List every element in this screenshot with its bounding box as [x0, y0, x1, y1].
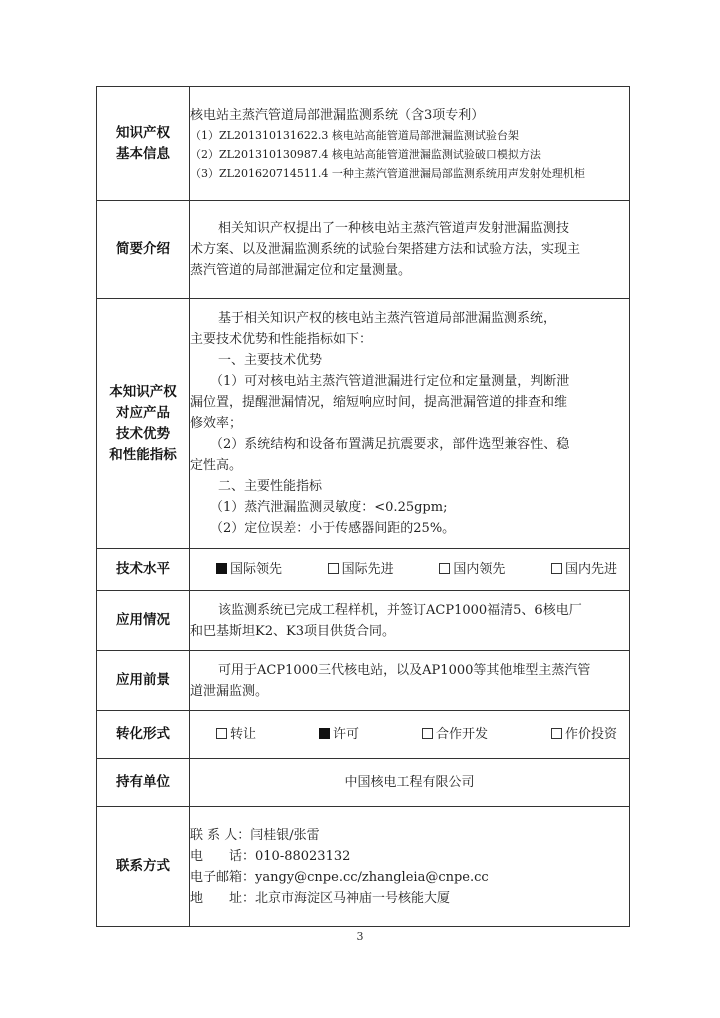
label-application: 应用情况 [97, 591, 190, 651]
transfer-option-3-label: 合作开发 [435, 727, 488, 742]
info-table [96, 86, 630, 927]
transfer-options [190, 724, 629, 745]
unchecked-box-icon[interactable] [551, 563, 562, 574]
label-contact: 联系方式 [97, 807, 190, 927]
label-adv-line2: 对应产品 [116, 404, 170, 421]
patent-3: （3）ZL201620714511.4 一种主蒸汽管道泄漏局部监测系统用声发射处理机柜 [190, 166, 585, 180]
contact-phone: 010-88023132 [255, 848, 351, 864]
content-application [190, 591, 630, 651]
summary-line-3: 蒸汽管道的局部泄漏定位和定量测量。 [190, 263, 412, 278]
row-summary [97, 201, 630, 299]
content-contact [190, 807, 630, 927]
transfer-option-3[interactable] [422, 724, 488, 745]
perf-1: （1）蒸汽泄漏监测灵敏度：<0.25gpm; [210, 500, 448, 515]
content-advantages [190, 299, 630, 549]
transfer-option-4[interactable] [551, 724, 617, 745]
summary-line-2: 术方案、以及泄漏监测系统的试验台架搭建方法和试验方法，实现主 [190, 242, 581, 257]
tech-level-option-1-label: 国际领先 [230, 562, 283, 577]
row-advantages [97, 299, 630, 549]
adv-item-1-line-1: （1）可对核电站主蒸汽管道泄漏进行定位和定量测量，判断泄 [210, 374, 570, 389]
row-application [97, 591, 630, 651]
contact-email: yangy@cnpe.cc/zhangleia@cnpe.cc [255, 869, 489, 885]
transfer-option-2-label: 许可 [332, 727, 359, 742]
unchecked-box-icon[interactable] [422, 728, 433, 739]
summary-line-1: 相关知识产权提出了一种核电站主蒸汽管道声发射泄漏监测技 [218, 221, 570, 236]
application-line-1: 该监测系统已完成工程样机，并签订ACP1000福清5、6核电厂 [218, 602, 582, 618]
unchecked-box-icon[interactable] [439, 563, 450, 574]
label-summary: 简要介绍 [97, 201, 190, 299]
contact-email-line [190, 867, 629, 888]
adv-item-1-line-3: 修效率； [190, 416, 243, 431]
adv-section-1-title: 一、主要技术优势 [218, 353, 323, 368]
perf-2: （2）定位误差：小于传感器间距的25%。 [210, 521, 456, 536]
content-prospect [190, 651, 630, 711]
unchecked-box-icon[interactable] [216, 728, 227, 739]
holder-value: 中国核电工程有限公司 [190, 759, 630, 807]
page-number: 3 [356, 930, 364, 943]
label-holder: 持有单位 [97, 759, 190, 807]
row-tech-level [97, 549, 630, 591]
patent-1: （1）ZL201310131622.3 核电站高能管道局部泄漏监测试验台架 [190, 128, 519, 142]
content-tech-level [190, 549, 630, 591]
label-ip-info-line2: 基本信息 [116, 145, 170, 162]
ip-title: 核电站主蒸汽管道局部泄漏监测系统（含3项专利） [190, 107, 485, 123]
adv-item-1-line-2: 漏位置，提醒泄漏情况，缩短响应时间，提高泄漏管道的排查和维 [190, 395, 568, 410]
adv-intro-2: 主要技术优势和性能指标如下： [190, 332, 373, 347]
tech-level-option-3-label: 国内领先 [453, 562, 506, 577]
adv-intro-1: 基于相关知识产权的核电站主蒸汽管道局部泄漏监测系统， [218, 311, 557, 326]
contact-address: 北京市海淀区马神庙一号核能大厦 [255, 890, 451, 906]
label-adv-line4: 和性能指标 [109, 446, 177, 463]
contact-address-line [190, 888, 629, 909]
transfer-option-1[interactable] [216, 724, 256, 745]
tech-level-option-2-label: 国际先进 [341, 562, 394, 577]
label-tech-level: 技术水平 [97, 549, 190, 591]
transfer-option-1-label: 转让 [230, 727, 257, 742]
tech-level-option-2[interactable] [328, 559, 394, 580]
contact-person-line [190, 825, 629, 846]
row-ip-info [97, 87, 630, 201]
prospect-line-1: 可用于ACP1000三代核电站，以及AP1000等其他堆型主蒸汽管 [218, 662, 591, 678]
contact-phone-line [190, 846, 629, 867]
row-transfer [97, 711, 630, 759]
label-ip-info [97, 87, 190, 201]
adv-item-2-line-2: 定性高。 [190, 458, 243, 473]
row-prospect [97, 651, 630, 711]
content-ip-info [190, 87, 630, 201]
label-adv-line1: 本知识产权 [109, 383, 177, 400]
label-adv-line3: 技术优势 [116, 425, 170, 442]
label-prospect: 应用前景 [97, 651, 190, 711]
transfer-option-2[interactable] [319, 724, 359, 745]
unchecked-box-icon[interactable] [551, 728, 562, 739]
tech-level-option-4[interactable] [551, 559, 617, 580]
contact-address-label: 地 址： [190, 890, 256, 906]
application-line-2: 和巴基斯坦K2、K3项目供货合同。 [190, 623, 395, 639]
label-ip-info-line1: 知识产权 [116, 124, 170, 141]
transfer-option-4-label: 作价投资 [564, 727, 617, 742]
tech-level-option-1[interactable] [216, 559, 282, 580]
content-summary [190, 201, 630, 299]
patent-2: （2）ZL201310130987.4 核电站高能管道泄漏监测试验破口模拟方法 [190, 147, 541, 161]
tech-level-options [190, 559, 629, 580]
tech-level-option-4-label: 国内先进 [564, 562, 617, 577]
contact-person-label: 联 系 人： [190, 827, 251, 843]
adv-section-2-title: 二、主要性能指标 [218, 479, 323, 494]
content-transfer [190, 711, 630, 759]
contact-email-label: 电子邮箱： [190, 869, 256, 885]
label-advantages [97, 299, 190, 549]
row-contact [97, 807, 630, 927]
checked-box-icon[interactable] [216, 563, 227, 574]
label-transfer: 转化形式 [97, 711, 190, 759]
prospect-line-2: 道泄漏监测。 [190, 683, 269, 699]
contact-person: 闫桂银/张雷 [250, 827, 320, 843]
contact-phone-label: 电 话： [190, 848, 256, 864]
checked-box-icon[interactable] [319, 728, 330, 739]
row-holder [97, 759, 630, 807]
unchecked-box-icon[interactable] [328, 563, 339, 574]
adv-item-2-line-1: （2）系统结构和设备布置满足抗震要求，部件选型兼容性、稳 [210, 437, 570, 452]
tech-level-option-3[interactable] [439, 559, 505, 580]
